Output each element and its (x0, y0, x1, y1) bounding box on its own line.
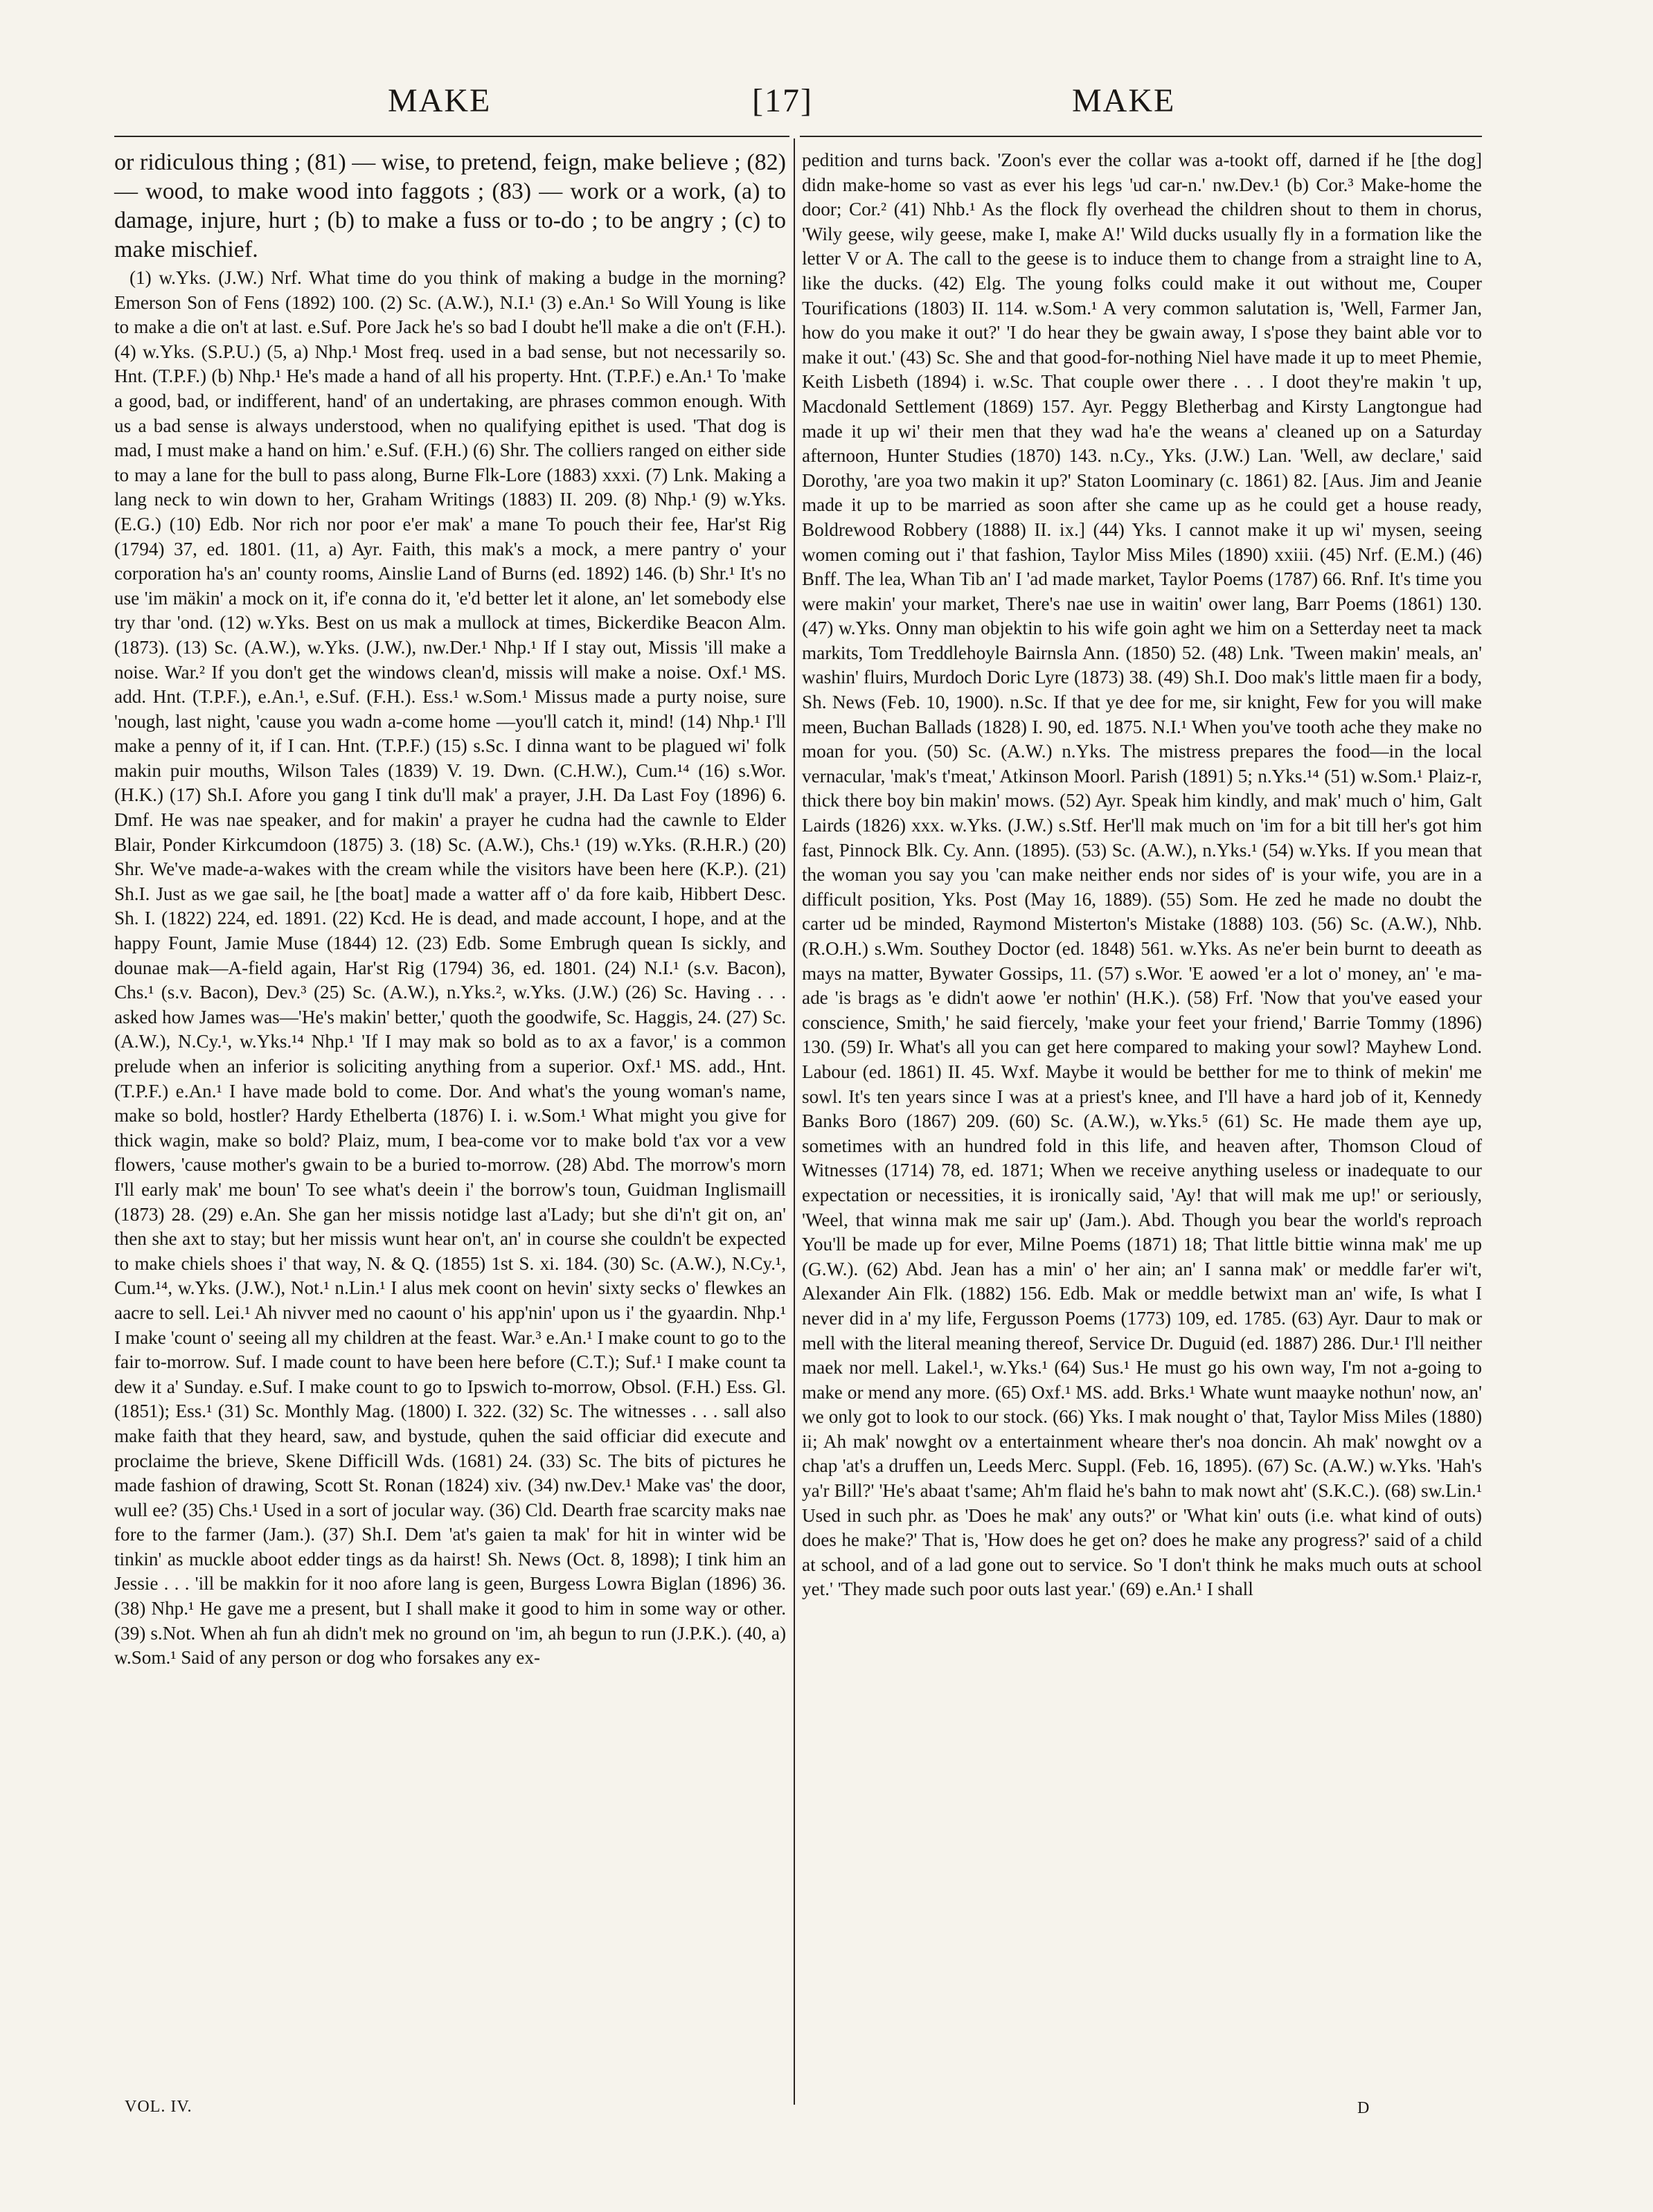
running-head-right: MAKE (1072, 82, 1176, 119)
right-column (802, 148, 1482, 1602)
entry-definitions-continued: or ridiculous thing ; (81) — wise, to pretend, feign, make believe ; (82) — wood, to make wood into faggots ; (83) — work or a work, (a) to damage, injure, hurt ; (b) to make a fuss or to-do ; to be angry ; (c) to make mischief. (114, 150, 786, 262)
column-divider (794, 138, 795, 2105)
page-number: [17] (752, 82, 813, 119)
signature-mark: D (1357, 2099, 1370, 2117)
left-column (114, 148, 786, 1671)
volume-label: VOL. IV. (125, 2098, 193, 2116)
entry-citations-left: (1) w.Yks. (J.W.) Nrf. What time do you think of making a budge in the morning? Emerson Son of Fens (1892) 100. (2) Sc. (A.W.), N.I.¹ (3) e.An.¹ So Will Young is like to make a die on't at last. e.Suf. Pore Jack he's so bad I doubt he'll make a die on't (F.H.). (4) w.Yks. (S.P.U.) (5, a) Nhp.¹ Most freq. used in a bad sense, but not necessarily so. Hnt. (T.P.F.) (b) Nhp.¹ He's made a hand of all his property. Hnt. (T.P.F.) e.An.¹ To 'make a good, bad, or indifferent, hand' of an undertaking, are phrases common enough. With us a bad sense is always understood, when no qualifying epithet is used. 'That dog is mad, I must make a hand on him.' e.Suf. (F.H.) (6) Shr. The colliers ranged on either side to may a lane for the bull to pass along, Burne Flk-Lore (1883) xxxi. (7) Lnk. Making a lang neck to win down to her, Graham Writings (1883) II. 209. (8) Nhp.¹ (9) w.Yks. (E.G.) (10) Edb. Nor rich nor poor e'er mak' a mane To pouch their fee, Har'st Rig (1794) 37, ed. 1801. (11, a) Ayr. Faith, this mak's a mock, a mere pantry o' your corporation ha's an' county rooms, Ainslie Land of Burns (ed. 1892) 146. (b) Shr.¹ It's no use 'im mäkin' a mock on it, if'e conna do it, 'e'd better let it alone, an' let somebody else try thar 'ond. (12) w.Yks. Best on us mak a mullock at times, Bickerdike Beacon Alm. (1873). (13) Sc. (A.W.), w.Yks. (J.W.), nw.Der.¹ Nhp.¹ If I stay out, Missis 'ill make a noise. War.² If you don't get the windows clean'd, missis will make a noise. Oxf.¹ MS. add. Hnt. (T.P.F.), e.An.¹, e.Suf. (F.H.). Ess.¹ w.Som.¹ Missus made a purty noise, sure 'nough, last night, 'cause you wadn a-come home —you'll catch it, mind! (14) Nhp.¹ I'll make a penny of it, if I can. Hnt. (T.P.F.) (15) s.Sc. I dinna want to be plagued wi' folk makin puir mouths, Wilson Tales (1839) V. 19. Dwn. (C.H.W.), Cum.¹⁴ (16) s.Wor. (H.K.) (17) Sh.I. Afore you gang I tink du'll mak' a prayer, J.H. Da Last Foy (1896) 6. Dmf. He was nae speaker, and for makin' a prayer he cudna had the cawnle to Elder Blair, Ponder Kirkcumdoon (1875) 3. (18) Sc. (A.W.), Chs.¹ (19) w.Yks. (R.H.R.) (20) Shr. We've made-a-wakes with the cream while the visitors have been here (K.P.). (21) Sh.I. Just as we gae sail, he [the boat] made a watter aff o' da fore kaib, Hibbert Desc. Sh. I. (1822) 224, ed. 1891. (22) Kcd. He is dead, and made account, I hope, and at the happy Fount, Jamie Muse (1844) 12. (23) Edb. Some Embrugh quean Is sickly, and dounae mak—A-field again, Har'st Rig (1794) 36, ed. 1801. (24) N.I.¹ (s.v. Bacon), Chs.¹ (s.v. Bacon), Dev.³ (25) Sc. (A.W.), n.Yks.², w.Yks. (J.W.) (26) Sc. Having . . . asked how James was—'He's makin' better,' quoth the goodwife, Sc. Haggis, 24. (27) Sc. (A.W.), N.Cy.¹, w.Yks.¹⁴ Nhp.¹ 'If I may mak so bold as to ax a favor,' is a common prelude when an inferior is soliciting anything from a superior. Oxf.¹ MS. add., Hnt. (T.P.F.) e.An.¹ I have made bold to come. Dor. And what's the young woman's name, make so bold, hostler? Hardy Ethelberta (1876) I. i. w.Som.¹ What might you give for thick wagin, make so bold? Plaiz, mum, I bea-come vor to make bold t'ax vor a vew flowers, 'cause mother's gwain to be a buried to-morrow. (28) Abd. The morrow's morn I'll early mak' me boun' To see what's deein i' the borrow's toun, Guidman Inglismaill (1873) 28. (29) e.An. She gan her missis notidge last a'Lady; but she di'n't git on, an' then she axt to stay; but her missis wunt hear on't, an' in course she couldn't be expected to make chiels shoes i' that way, N. & Q. (1855) 1st S. xi. 184. (30) Sc. (A.W.), N.Cy.¹, Cum.¹⁴, w.Yks. (J.W.), Not.¹ n.Lin.¹ I alus mek coont on hevin' sixty secks o' flewkes an aacre to sell. Lei.¹ Ah nivver med no caount o' his app'nin' upon us i' the gyaardin. Nhp.¹ I make 'count o' seeing all my children at the feast. War.³ e.An.¹ I make count to go to the fair to-morrow. Suf. I made count to have been here before (C.T.); Suf.¹ I make count ta dew it a' Sunday. e.Suf. I make count to go to Ipswich to-morrow, Obsol. (F.H.) Ess. Gl. (1851); Ess.¹ (31) Sc. Monthly Mag. (1800) I. 322. (32) Sc. The witnesses . . . sall also make faith that they heard, saw, and bystude, quhen the said officiar did execute and proclaime the brieve, Skene Difficill Wds. (1681) 24. (33) Sc. The bits of pictures he made fashion of drawing, Scott St. Ronan (1824) xiv. (34) nw.Dev.¹ Make vas' the door, wull ee? (35) Chs.¹ Used in a sort of jocular way. (36) Cld. Dearth frae scarcity maks nae fore to the farmer (Jam.). (37) Sh.I. Dem 'at's gaien ta mak' for hit in winter wid be tinkin' as muckle aboot edder tings as da hairst! Sh. News (Oct. 8, 1898); I tink him an Jessie . . . 'ill be makkin for it noo afore lang is geen, Burgess Lowra Biglan (1896) 36. (38) Nhp.¹ He gave me a present, but I shall make it good to him in some way or other. (39) s.Not. When ah fun ah didn't mek no ground on 'im, ah begun to run (J.P.K.). (40, a) w.Som.¹ Said of any person or dog who forsakes any ex- (114, 267, 786, 1669)
header-rule-left (114, 136, 789, 137)
running-head-left: MAKE (388, 82, 492, 119)
header-rule-right (800, 136, 1482, 137)
entry-citations-right: pedition and turns back. 'Zoon's ever the collar was a-tookt off, darned if he [the dog] didn make-home so vast as ever his legs 'ud car-n.' nw.Dev.¹ (b) Cor.³ Make-home the door; Cor.² (41) Nhb.¹ As the flock fly overhead the children shout to them in chorus, 'Wily geese, wily geese, make I, make A!' Wild ducks usually fly in a formation like the letter V or A. The call to the geese is to induce them to change from a straight line to A, like the ducks. (42) Elg. The young folks could make it out without me, Couper Tourifications (1803) II. 114. w.Som.¹ A very common salutation is, 'Well, Farmer Jan, how do you make it out?' 'I do hear they be gwain away, I s'pose they baint able vor to make it out.' (43) Sc. She and that good-for-nothing Niel have made it up to meet Phemie, Keith Lisbeth (1894) i. w.Sc. That couple ower there . . . I doot they're makin 't up, Macdonald Settlement (1869) 157. Ayr. Peggy Bletherbag and Kirsty Langtongue had made it up wi' their men that they wad ha'e the weans a' cleaned up on a Saturday afternoon, Hunter Studies (1870) 143. n.Cy., Yks. (J.W.) Lan. 'Well, aw declare,' said Dorothy, 'are yoa two makin it up?' Staton Loominary (c. 1861) 82. [Aus. Jim and Jeanie made it up to be married as soon after she came up as he could get a house ready, Boldrewood Robbery (1888) II. ix.] (44) Yks. I cannot make it up wi' mysen, seeing women coming out i' that fashion, Taylor Miss Miles (1890) xxiii. (45) Nrf. (E.M.) (46) Bnff. The lea, Whan Tib an' I 'ad made market, Taylor Poems (1787) 66. Rnf. It's time you were makin' your market, There's nae use in waitin' ower lang, Barr Poems (1861) 130. (47) w.Yks. Onny man objektin to his wife goin aght we him on a Setterday neet ta mack markits, Tom Treddlehoyle Bairnsla Ann. (1850) 52. (48) Lnk. 'Tween makin' meals, an' washin' fluirs, Murdoch Doric Lyre (1873) 38. (49) Sh.I. Doo mak's little maen fir a body, Sh. News (Feb. 10, 1900). n.Sc. If that ye dee for me, sir knight, Few for you will make meen, Buchan Ballads (1828) I. 90, ed. 1875. N.I.¹ When you've tooth ache they make no moan for you. (50) Sc. (A.W.) n.Yks. The mistress prepares the food—in the local vernacular, 'mak's t'meat,' Atkinson Moorl. Parish (1891) 5; n.Yks.¹⁴ (51) w.Som.¹ Plaiz-r, thick there boy bin makin' mows. (52) Ayr. Speak him kindly, and mak' much o' him, Galt Lairds (1826) xxx. w.Yks. (J.W.) s.Stf. Her'll mak much on 'im for a bit till her's got him fast, Pinnock Blk. Cy. Ann. (1895). (53) Sc. (A.W.), n.Yks.¹ (54) w.Yks. If you mean that the woman you say you 'can make neither ends nor sides of' is your wife, you are in a difficult position, Yks. Post (May 16, 1889). (55) Som. He zed he made no doubt the carter ud be minded, Raymond Misterton's Mistake (1888) 103. (56) Sc. (A.W.), Nhb. (R.O.H.) s.Wm. Southey Doctor (ed. 1848) 561. w.Yks. As ne'er bein burnt to deeath as mays na matter, Bywater Gossips, 11. (57) s.Wor. 'E aowed 'er a lot o' money, an' 'e ma-ade 'is brags as 'e didn't aowe 'er nothin' (H.K.). (58) Frf. 'Now that you've eased your conscience, Smith,' he said fiercely, 'make your feet your friend,' Barrie Tommy (1896) 130. (59) Ir. What's all you can get here compared to making your sowl? Mayhew Lond. Labour (ed. 1861) II. 45. Wxf. Maybe it would be betther for me to think of mekin' me sowl. It's ten years since I was at a priest's knee, and I'll have a hard job of it, Kennedy Banks Boro (1867) 209. (60) Sc. (A.W.), w.Yks.⁵ (61) Sc. He made them aye up, sometimes with an hundred fold in this life, and heaven after, Thomson Cloud of Witnesses (1714) 78, ed. 1871; When we receive anything useless or inadequate to our expectation or necessities, it is ironically said, 'Ay! that will mak me up!' or seriously, 'Weel, that winna mak me sair up' (Jam.). Abd. Though you bear the world's reproach You'll be made up for ever, Milne Poems (1871) 18; That little bittie winna mak' me up (G.W.). (62) Abd. Jean has a min' o' her ain; an' I sanna mak' or meddle far'er wi't, Alexander Ain Flk. (1882) 156. Edb. Mak or meddle betwixt man an' wife, Is what I never did in a' my life, Fergusson Poems (1773) 109, ed. 1785. (63) Ayr. Daur to mak or mell with the literal meaning thereof, Service Dr. Duguid (ed. 1887) 286. Dur.¹ I'll neither maek nor mell. Lakel.¹, w.Yks.¹ (64) Sus.¹ He must go his own way, I'm not a-going to make or mend any more. (65) Oxf.¹ MS. add. Brks.¹ Whate wunt maayke nothun' now, an' we only got to look to our stock. (66) Yks. I mak nought o' that, Taylor Miss Miles (1880) ii; Ah mak' nowght ov a entertainment wheare ther's noa doncin. Ah mak' nowght ov a chap 'at's a druffen un, Leeds Merc. Suppl. (Feb. 16, 1895). (67) Sc. (A.W.) w.Yks. 'Hah's ya'r Bill?' 'He's abaat t'same; Ah'm flaid he's bahn to mak nowt aht' (S.K.C.). (68) sw.Lin.¹ Used in such phr. as 'Does he mak' any outs?' or 'What kin' outs (i.e. what kind of outs) does he make?' That is, 'How does he get on? does he make any progress?' said of a child at school, and of a lad gone out to service. So 'I don't think he maks much outs at school yet.' 'They made such poor outs last year.' (69) e.An.¹ I shall (802, 150, 1482, 1600)
